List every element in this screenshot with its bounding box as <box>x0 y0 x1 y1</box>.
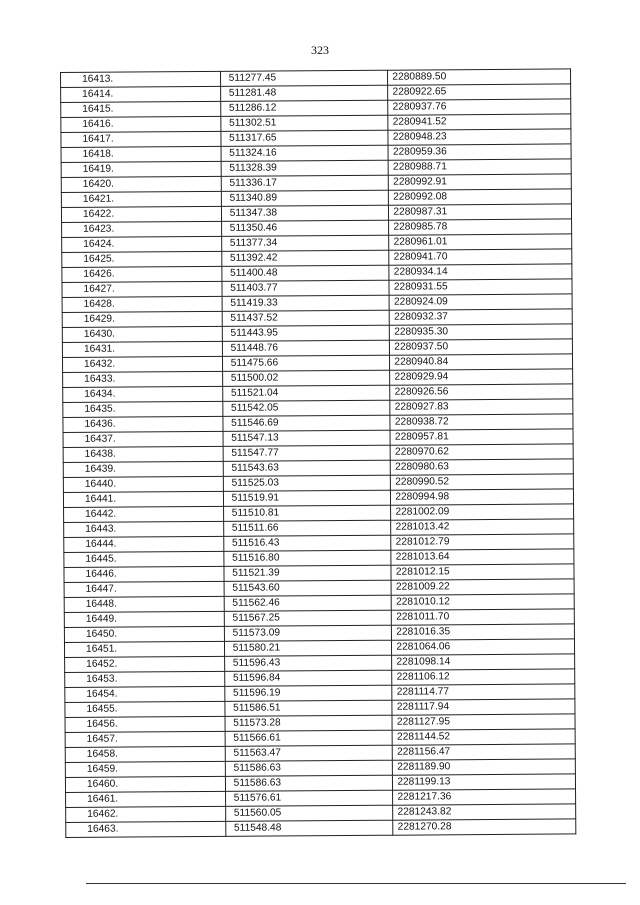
easting-cell: 511400.48 <box>222 265 390 281</box>
easting-cell: 511563.47 <box>225 745 393 761</box>
easting-cell: 511336.17 <box>221 175 389 191</box>
easting-cell: 511500.02 <box>222 370 390 386</box>
northing-cell: 2280934.14 <box>389 264 572 280</box>
northing-cell: 2281011.70 <box>392 609 575 625</box>
northing-cell: 2280940.84 <box>390 354 573 370</box>
point-number-cell: 16456. <box>65 716 225 732</box>
northing-cell: 2280924.09 <box>389 294 572 310</box>
coordinate-table <box>60 68 576 838</box>
easting-cell: 511324.16 <box>221 145 389 161</box>
northing-cell: 2280994.98 <box>391 489 574 505</box>
point-number-cell: 16452. <box>65 656 225 672</box>
point-number-cell: 16448. <box>64 596 224 612</box>
northing-cell: 2280922.65 <box>388 84 571 100</box>
northing-cell: 2281010.12 <box>392 594 575 610</box>
easting-cell: 511403.77 <box>222 280 390 296</box>
northing-cell: 2281156.47 <box>393 744 576 760</box>
easting-cell: 511596.84 <box>224 670 392 686</box>
easting-cell: 511547.77 <box>223 445 391 461</box>
northing-cell: 2280931.55 <box>389 279 572 295</box>
point-number-cell: 16440. <box>63 476 223 492</box>
northing-cell: 2280937.50 <box>390 339 573 355</box>
point-number-cell: 16421. <box>61 191 221 207</box>
point-number-cell: 16415. <box>61 101 221 117</box>
northing-cell: 2280948.23 <box>388 129 571 145</box>
northing-cell: 2280929.94 <box>390 369 573 385</box>
northing-cell: 2280987.31 <box>389 204 572 220</box>
easting-cell: 511586.63 <box>225 775 393 791</box>
northing-cell: 2281217.36 <box>393 789 576 805</box>
point-number-cell: 16418. <box>61 146 221 162</box>
northing-cell: 2281114.77 <box>392 684 575 700</box>
point-number-cell: 16423. <box>62 221 222 237</box>
northing-cell: 2280941.52 <box>388 114 571 130</box>
northing-cell: 2281243.82 <box>393 804 576 820</box>
point-number-cell: 16424. <box>62 236 222 252</box>
point-number-cell: 16444. <box>64 536 224 552</box>
point-number-cell: 16437. <box>63 431 223 447</box>
easting-cell: 511519.91 <box>223 490 391 506</box>
easting-cell: 511377.34 <box>221 235 389 251</box>
northing-cell: 2280970.62 <box>390 444 573 460</box>
northing-cell: 2280959.36 <box>388 144 571 160</box>
easting-cell: 511328.39 <box>221 160 389 176</box>
easting-cell: 511573.28 <box>225 715 393 731</box>
easting-cell: 511510.81 <box>223 505 391 521</box>
point-number-cell: 16459. <box>65 761 225 777</box>
point-number-cell: 16413. <box>61 71 221 87</box>
point-number-cell: 16450. <box>64 626 224 642</box>
easting-cell: 511573.09 <box>224 625 392 641</box>
northing-cell: 2281117.94 <box>392 699 575 715</box>
easting-cell: 511542.05 <box>222 400 390 416</box>
point-number-cell: 16435. <box>63 401 223 417</box>
easting-cell: 511548.48 <box>225 820 393 836</box>
point-number-cell: 16463. <box>66 821 226 837</box>
easting-cell: 511350.46 <box>221 220 389 236</box>
point-number-cell: 16443. <box>64 521 224 537</box>
table-body <box>61 69 576 838</box>
easting-cell: 511317.65 <box>221 130 389 146</box>
easting-cell: 511596.43 <box>224 655 392 671</box>
easting-cell: 511511.66 <box>223 520 391 536</box>
easting-cell: 511419.33 <box>222 295 390 311</box>
easting-cell: 511340.89 <box>221 190 389 206</box>
easting-cell: 511576.61 <box>225 790 393 806</box>
point-number-cell: 16420. <box>61 176 221 192</box>
easting-cell: 511516.80 <box>224 550 392 566</box>
easting-cell: 511546.69 <box>223 415 391 431</box>
northing-cell: 2281106.12 <box>392 669 575 685</box>
point-number-cell: 16447. <box>64 581 224 597</box>
easting-cell: 511543.63 <box>223 460 391 476</box>
point-number-cell: 16446. <box>64 566 224 582</box>
northing-cell: 2281013.64 <box>391 549 574 565</box>
point-number-cell: 16429. <box>62 311 222 327</box>
northing-cell: 2280937.76 <box>388 99 571 115</box>
northing-cell: 2281098.14 <box>392 654 575 670</box>
easting-cell: 511281.48 <box>220 85 388 101</box>
northing-cell: 2281016.35 <box>392 624 575 640</box>
point-number-cell: 16438. <box>63 446 223 462</box>
easting-cell: 511580.21 <box>224 640 392 656</box>
northing-cell: 2280927.83 <box>390 399 573 415</box>
northing-cell: 2281189.90 <box>393 759 576 775</box>
point-number-cell: 16427. <box>62 281 222 297</box>
easting-cell: 511302.51 <box>221 115 389 131</box>
point-number-cell: 16458. <box>65 746 225 762</box>
point-number-cell: 16426. <box>62 266 222 282</box>
northing-cell: 2281002.09 <box>391 504 574 520</box>
northing-cell: 2281009.22 <box>391 579 574 595</box>
point-number-cell: 16436. <box>63 416 223 432</box>
northing-cell: 2281012.79 <box>391 534 574 550</box>
easting-cell: 511560.05 <box>225 805 393 821</box>
northing-cell: 2280980.63 <box>391 459 574 475</box>
northing-cell: 2280926.56 <box>390 384 573 400</box>
easting-cell: 511586.63 <box>225 760 393 776</box>
page-number: 323 <box>311 43 329 57</box>
point-number-cell: 16449. <box>64 611 224 627</box>
point-number-cell: 16441. <box>63 491 223 507</box>
point-number-cell: 16422. <box>61 206 221 222</box>
easting-cell: 511516.43 <box>223 535 391 551</box>
northing-cell: 2280941.70 <box>389 249 572 265</box>
easting-cell: 511521.04 <box>222 385 390 401</box>
northing-cell: 2280992.08 <box>389 189 572 205</box>
easting-cell: 511443.95 <box>222 325 390 341</box>
northing-cell: 2280935.30 <box>390 324 573 340</box>
point-number-cell: 16425. <box>62 251 222 267</box>
point-number-cell: 16419. <box>61 161 221 177</box>
point-number-cell: 16442. <box>64 506 224 522</box>
northing-cell: 2280992.91 <box>389 174 572 190</box>
northing-cell: 2280988.71 <box>388 159 571 175</box>
point-number-cell: 16431. <box>62 341 222 357</box>
point-number-cell: 16453. <box>65 671 225 687</box>
point-number-cell: 16439. <box>63 461 223 477</box>
northing-cell: 2280932.37 <box>390 309 573 325</box>
point-number-cell: 16416. <box>61 116 221 132</box>
northing-cell: 2281012.15 <box>391 564 574 580</box>
point-number-cell: 16455. <box>65 701 225 717</box>
northing-cell: 2281199.13 <box>393 774 576 790</box>
northing-cell: 2280961.01 <box>389 234 572 250</box>
northing-cell: 2281064.06 <box>392 639 575 655</box>
point-number-cell: 16417. <box>61 131 221 147</box>
point-number-cell: 16430. <box>62 326 222 342</box>
easting-cell: 511567.25 <box>224 610 392 626</box>
northing-cell: 2280938.72 <box>390 414 573 430</box>
easting-cell: 511547.13 <box>223 430 391 446</box>
easting-cell: 511521.39 <box>224 565 392 581</box>
northing-cell: 2281127.95 <box>392 714 575 730</box>
point-number-cell: 16414. <box>61 86 221 102</box>
easting-cell: 511525.03 <box>223 475 391 491</box>
northing-cell: 2280985.78 <box>389 219 572 235</box>
easting-cell: 511392.42 <box>221 250 389 266</box>
easting-cell: 511475.66 <box>222 355 390 371</box>
easting-cell: 511277.45 <box>220 70 388 86</box>
easting-cell: 511437.52 <box>222 310 390 326</box>
point-number-cell: 16461. <box>66 791 226 807</box>
point-number-cell: 16428. <box>62 296 222 312</box>
point-number-cell: 16454. <box>65 686 225 702</box>
northing-cell: 2280957.81 <box>390 429 573 445</box>
easting-cell: 511596.19 <box>224 685 392 701</box>
northing-cell: 2280889.50 <box>388 69 571 85</box>
point-number-cell: 16434. <box>63 386 223 402</box>
northing-cell: 2281013.42 <box>391 519 574 535</box>
point-number-cell: 16451. <box>64 641 224 657</box>
point-number-cell: 16445. <box>64 551 224 567</box>
northing-cell: 2281270.28 <box>393 819 576 835</box>
point-number-cell: 16433. <box>63 371 223 387</box>
point-number-cell: 16432. <box>62 356 222 372</box>
bottom-rule <box>86 883 626 884</box>
easting-cell: 511448.76 <box>222 340 390 356</box>
easting-cell: 511566.61 <box>225 730 393 746</box>
table-row <box>66 819 576 838</box>
point-number-cell: 16460. <box>65 776 225 792</box>
northing-cell: 2280990.52 <box>391 474 574 490</box>
easting-cell: 511586.51 <box>225 700 393 716</box>
point-number-cell: 16457. <box>65 731 225 747</box>
easting-cell: 511347.38 <box>221 205 389 221</box>
easting-cell: 511286.12 <box>220 100 388 116</box>
easting-cell: 511543.60 <box>224 580 392 596</box>
point-number-cell: 16462. <box>66 806 226 822</box>
easting-cell: 511562.46 <box>224 595 392 611</box>
northing-cell: 2281144.52 <box>392 729 575 745</box>
